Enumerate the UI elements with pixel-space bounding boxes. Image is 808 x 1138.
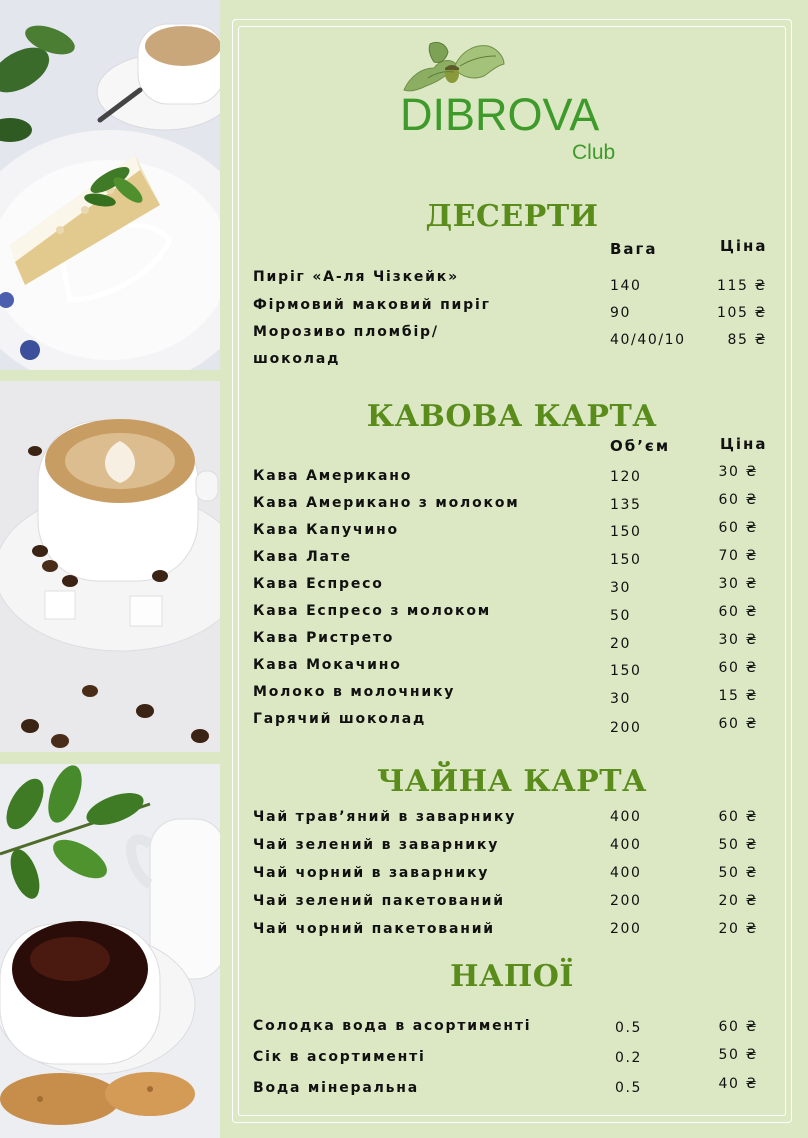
drink-name: Сік в асортименті xyxy=(253,1049,426,1065)
drink-name: Вода мінеральна xyxy=(253,1080,420,1096)
coffee-name: Кава Лате xyxy=(253,549,352,565)
coffee-amount: 20 xyxy=(610,636,632,652)
tea-name: Чай трав’яний в заварнику xyxy=(253,809,517,825)
drink-amount: 0.5 xyxy=(615,1080,643,1096)
dessert-name: Пиріг «А-ля Чізкейк» xyxy=(253,269,459,285)
coffee-price: 70 ₴ xyxy=(718,548,758,564)
coffee-amount: 30 xyxy=(610,691,632,707)
brand-name: DIBROVA xyxy=(400,89,600,140)
tea-price: 50 ₴ xyxy=(718,837,758,853)
coffee-amount: 150 xyxy=(610,663,642,679)
dessert-amount: 140 xyxy=(610,278,642,294)
coffee-amount: 50 xyxy=(610,608,632,624)
coffee-price: 15 ₴ xyxy=(718,688,758,704)
dessert-name: Фірмовий маковий пиріг xyxy=(253,297,491,313)
drink-price: 40 ₴ xyxy=(718,1076,758,1092)
photo-column xyxy=(0,0,220,1138)
menu-frame-inner xyxy=(238,26,786,1116)
desserts-col-price: Ціна xyxy=(720,237,768,255)
dessert-amount: 90 xyxy=(610,305,632,321)
coffee-price: 60 ₴ xyxy=(718,716,758,732)
tea-amount: 200 xyxy=(610,921,642,937)
coffee-price: 30 ₴ xyxy=(718,632,758,648)
coffee-name: Кава Ристрето xyxy=(253,630,395,646)
tea-name: Чай зелений пакетований xyxy=(253,893,505,909)
coffee-col-volume: Об’єм xyxy=(610,437,671,455)
dessert-name: Морозиво пломбір/ xyxy=(253,324,439,340)
coffee-amount: 135 xyxy=(610,497,642,513)
latte-photo xyxy=(0,381,220,752)
desserts-title: ДЕСЕРТИ xyxy=(425,199,599,234)
brand-sub: Club xyxy=(572,141,616,164)
coffee-amount: 30 xyxy=(610,580,632,596)
coffee-amount: 150 xyxy=(610,552,642,568)
coffee-name: Кава Американо з молоком xyxy=(253,495,520,511)
dessert-price: 85 ₴ xyxy=(727,332,767,348)
coffee-name: Кава Мокачино xyxy=(253,657,402,673)
tea-title: ЧАЙНА КАРТА xyxy=(377,764,647,799)
tea-price: 20 ₴ xyxy=(718,893,758,909)
coffee-name: Кава Американо xyxy=(253,468,413,484)
coffee-price: 60 ₴ xyxy=(718,604,758,620)
drinks-title: НАПОЇ xyxy=(450,959,574,994)
tea-amount: 400 xyxy=(610,809,642,825)
coffee-price: 60 ₴ xyxy=(718,660,758,676)
dessert-amount: 40/40/10 xyxy=(610,332,686,348)
tea-name: Чай чорний пакетований xyxy=(253,921,495,937)
tea-name: Чай зелений в заварнику xyxy=(253,837,500,853)
coffee-name: Кава Капучино xyxy=(253,522,399,538)
drink-price: 60 ₴ xyxy=(718,1019,758,1035)
tea-amount: 400 xyxy=(610,865,642,881)
dessert-price: 115 ₴ xyxy=(716,278,767,294)
tea-price: 20 ₴ xyxy=(718,921,758,937)
desserts-col-weight: Вага xyxy=(610,240,658,258)
tea-photo xyxy=(0,764,220,1138)
tea-amount: 200 xyxy=(610,893,642,909)
dessert-price: 105 ₴ xyxy=(716,305,767,321)
tea-amount: 400 xyxy=(610,837,642,853)
coffee-amount: 200 xyxy=(610,720,642,736)
coffee-amount: 120 xyxy=(610,469,642,485)
tea-name: Чай чорний в заварнику xyxy=(253,865,490,881)
dessert-photo xyxy=(0,0,220,370)
drink-name: Солодка вода в асортименті xyxy=(253,1018,532,1034)
coffee-price: 60 ₴ xyxy=(718,492,758,508)
coffee-name: Гарячий шоколад xyxy=(253,711,427,727)
coffee-title: КАВОВА КАРТА xyxy=(366,399,658,434)
coffee-col-price: Ціна xyxy=(720,435,768,453)
tea-price: 60 ₴ xyxy=(718,809,758,825)
drink-amount: 0.2 xyxy=(615,1050,643,1066)
coffee-price: 30 ₴ xyxy=(718,464,758,480)
coffee-amount: 150 xyxy=(610,524,642,540)
drink-amount: 0.5 xyxy=(615,1020,643,1036)
dessert-name-line2: шоколад xyxy=(253,351,341,367)
drink-price: 50 ₴ xyxy=(718,1047,758,1063)
coffee-name: Молоко в молочнику xyxy=(253,684,456,700)
coffee-name: Кава Еспресо з молоком xyxy=(253,603,492,619)
coffee-price: 30 ₴ xyxy=(718,576,758,592)
coffee-name: Кава Еспресо xyxy=(253,576,384,592)
coffee-price: 60 ₴ xyxy=(718,520,758,536)
tea-price: 50 ₴ xyxy=(718,865,758,881)
